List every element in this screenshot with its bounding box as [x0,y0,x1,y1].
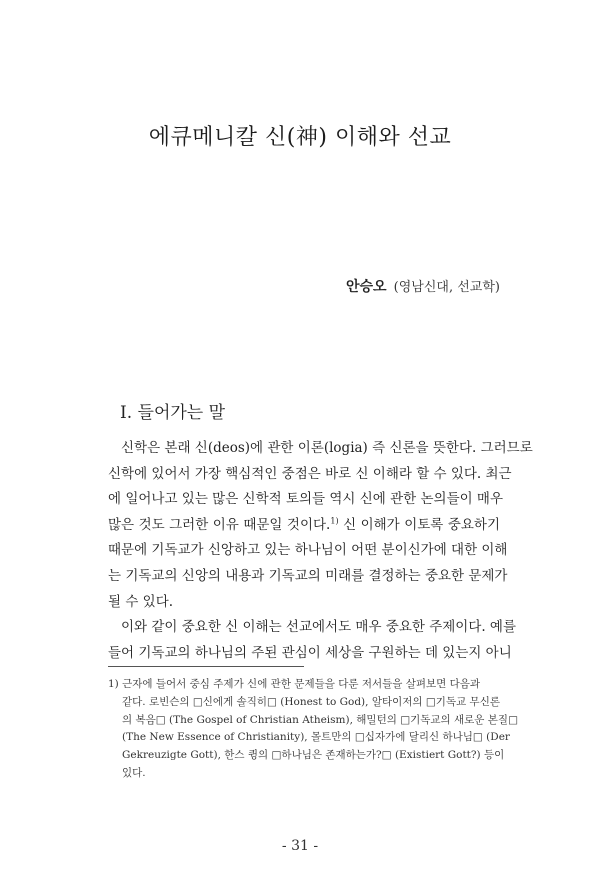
paragraph-line: 에 일어나고 있는 많은 신학적 토의들 역시 신에 관한 논의들이 매우 [108,491,504,508]
paragraph-line-with-footnote [108,513,500,539]
author-affiliation: (영남신대, 선교학) [393,280,500,295]
footnote-line: 같다. 로빈슨의 □신에게 솔직히□ (Honest to God), 알타이저의 □기독교 무신론 [122,695,500,708]
paragraph-line: 신학은 본래 신(deos)에 관한 이론(logia) 즉 신론을 뜻한다. 그러므로 [121,440,533,456]
footnote-line: 의 복음□ (The Gospel of Christian Atheism), 해밀턴의 □기독교의 새로운 본질□ [122,713,518,726]
paragraph-line-text: 많은 것도 그러한 이유 때문일 것이다. [108,516,331,533]
paragraph-line-text: 신 이해가 이토록 중요하기 [338,516,500,533]
footnote-divider [108,666,304,667]
footnote-line: 있다. [122,766,146,779]
paragraph-line: 들어 기독교의 하나님의 주된 관심이 세상을 구원하는 데 있는지 아니 [108,644,512,661]
paragraph-line: 될 수 있다. [108,593,174,610]
footnote-first-line [108,676,500,694]
paragraph-line: 는 기독교의 신앙의 내용과 기독교의 미래를 결정하는 중요한 문제가 [108,567,508,584]
footnote-number: 1) [108,678,119,690]
paragraph-line: 신학에 있어서 가장 핵심적인 중점은 바로 신 이해라 할 수 있다. 최근 [108,465,512,482]
author-name: 안승오 [345,279,387,295]
author-line [346,276,500,296]
paragraph-line: 이와 같이 중요한 신 이해는 선교에서도 매우 중요한 주제이다. 예를 [121,619,517,636]
article-title: 에큐메니칼 신(神) 이해와 선교 [148,125,452,150]
footnote-line: (The New Essence of Christianity), 몰트만의 □십자가에 달리신 하나님□ (Der [122,731,510,744]
footnote-line: 근자에 들어서 중심 주제가 신에 관한 문제들을 다룬 저서들을 살펴보면 다음과 [122,678,481,690]
footnote-line: Gekreuzigte Gott), 한스 큉의 □하나님은 존재하는가?□ (Existiert Gott?) 등이 [122,749,505,762]
body-text [108,436,533,666]
page-number: - 31 - [281,838,319,854]
paragraph-line: 때문에 기독교가 신앙하고 있는 하나님이 어떤 분이신가에 대한 이해 [108,542,508,559]
section-heading: I. 들어가는 말 [120,403,226,423]
footnote-marker: 1) [330,516,339,526]
footnote [108,676,518,783]
